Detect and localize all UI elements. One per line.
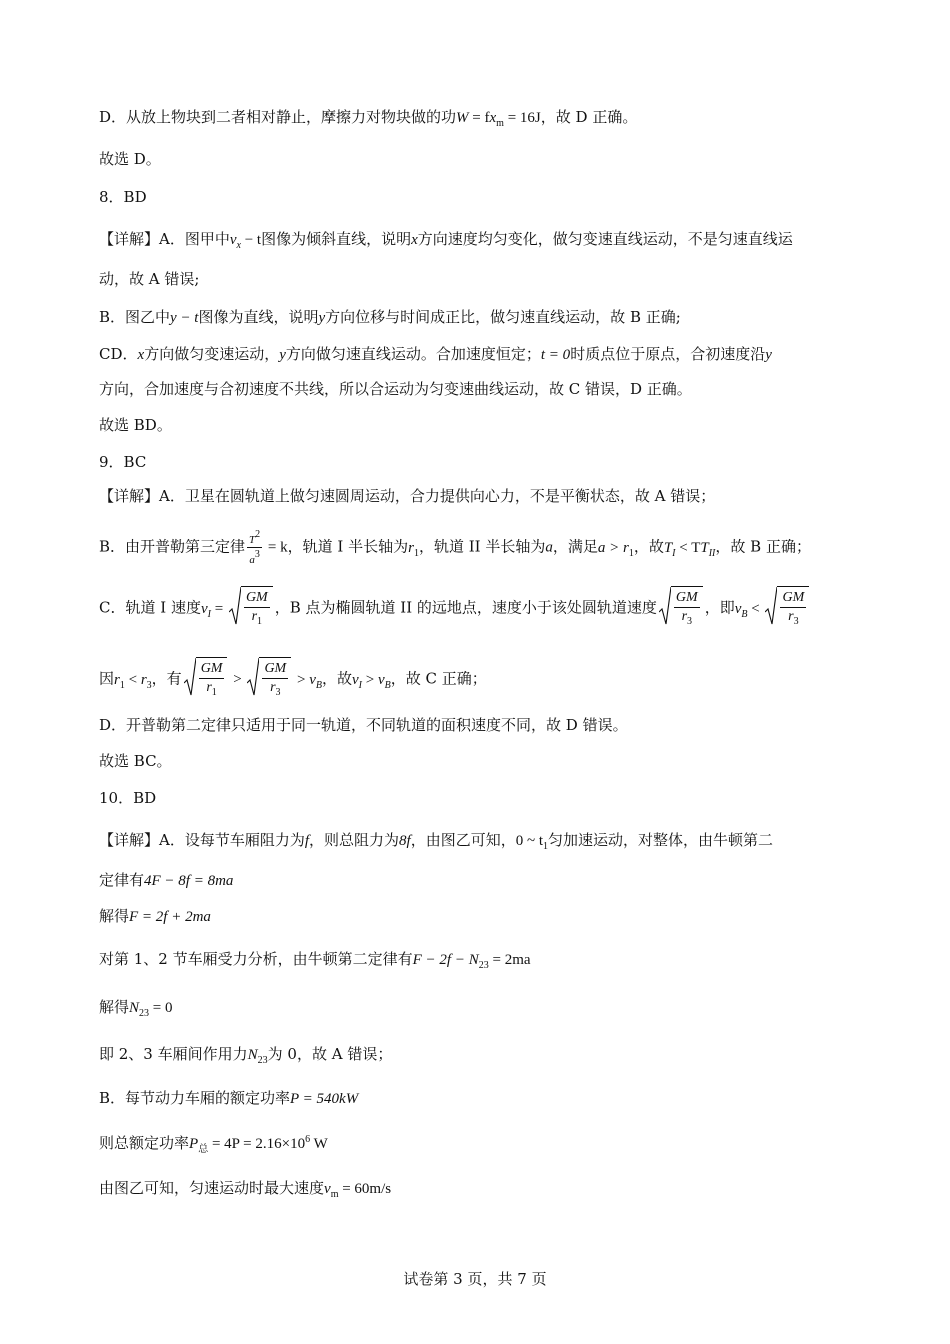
text-line: 则总额定功率$P_总 = 4P = 2.16\times 10^6$ W: [99, 1134, 328, 1155]
sqrt-gm-r1: $\frac{GM}{r_1}$: [184, 657, 228, 702]
math-equation: $v_m = 60m/s$: [324, 1181, 392, 1200]
text-line: B．由开普勒第三定律 $\frac{T2}{a3}$ = k，轨道 I 半长轴为$r_1$，轨道 II 半长轴为a，满足$a > r_1$，故$T_I < TT_{II}$，故 B 正确；: [99, 529, 811, 566]
text-line: 定律有4F − 8f = 8ma: [99, 871, 234, 889]
text-line: 故选 D。: [99, 150, 161, 168]
text: D．从放上物块到二者相对静止，摩擦力对物块做的功: [99, 108, 457, 126]
text-line: [99, 106, 854, 135]
text-line: 方向，合加速度与合初速度不共线，所以合运动为匀变速曲线运动，故 C 错误，D 正确。: [99, 380, 692, 398]
text-line: 因$r_1 < r_3$，有 $\frac{GM}{r_1}$ > $\frac{GM}{r_3}$ > $v_B$，故$v_I > v_B$，故 C 正确；: [99, 657, 854, 702]
sqrt-gm-r3: $\frac{GM}{r_3}$: [247, 657, 291, 702]
math-equation: $P_总 = 4P = 2.16\times 10^6$ W: [189, 1134, 328, 1155]
math-y-t: y − t: [170, 310, 199, 326]
sqrt-gm-r1: $\frac{GM}{r_1}$: [229, 586, 273, 631]
text: ，故 D 正确。: [540, 108, 638, 126]
text-line: D．开普勒第二定律只适用于同一轨道，不同轨道的面积速度不同，故 D 错误。: [99, 716, 628, 734]
math-equation: F = 2f + 2ma: [129, 909, 211, 925]
text-line: 解得$N_{23} = 0$: [99, 998, 173, 1019]
question-number: 10．BD: [99, 789, 157, 807]
text-line: 即 2、3 车厢间作用力$N_{23}$为 0，故 A 错误；: [99, 1045, 393, 1066]
text-line: 【详解】A．图甲中$v_x - t$图像为倾斜直线，说明x方向速度均匀变化，做匀变速直线运动，不是匀速直线运: [99, 230, 793, 251]
math-equation: 4F − 8f = 8ma: [144, 873, 234, 889]
text-line: CD．x方向做匀变速运动，y方向做匀速直线运动。合加速度恒定；t = 0时质点位于原点，合初速度沿y: [99, 345, 772, 363]
text-line: 由图乙可知，匀速运动时最大速度$v_m = 60m/s$: [99, 1179, 392, 1200]
math-t0: t = 0: [540, 347, 571, 363]
text-line: 故选 BC。: [99, 752, 172, 770]
text-line: 解得F = 2f + 2ma: [99, 907, 211, 925]
math-equation: $N_{23} = 0$: [129, 1000, 173, 1019]
text-line: 动，故 A 错误;: [99, 270, 200, 288]
text-line: 【详解】A．设每节车厢阻力为f，则总阻力为8f，由图乙可知，0 ~ $t_1$匀加速运动，对整体，由牛顿第二: [99, 831, 774, 852]
text-line: C．轨道 I 速度$v_I$ = $\frac{GM}{r_1}$ ，B 点为椭圆轨道 II 的远地点，速度小于该处圆轨道速度 $\frac{GM}{r_3}$ ，即$v_B$ < $\frac{GM}{r_3}$: [99, 586, 854, 631]
math-vx-t: $v_x - t$: [229, 232, 262, 251]
text-line: 对第 1、2 节车厢受力分析，由牛顿第二定律有$F - 2f - N_{23} = 2ma$: [99, 950, 531, 971]
math-equation: $F - 2f - N_{23} = 2ma$: [412, 952, 531, 971]
math-kepler-fraction: $\frac{T2}{a3}$: [249, 529, 261, 566]
math-work-formula: $W = fx_m = 16J$: [456, 110, 541, 129]
text-line: B．图乙中y − t图像为直线，说明y方向位移与时间成正比，做匀速直线运动，故 B 正确;: [99, 308, 681, 326]
text-line: 【详解】A．卫星在圆轨道上做匀速圆周运动，合力提供向心力，不是平衡状态，故 A 错误；: [99, 487, 716, 505]
sqrt-gm-r3: $\frac{GM}{r_3}$: [765, 586, 809, 631]
text-line: B．每节动力车厢的额定功率P = 540kW: [99, 1089, 359, 1107]
text-line: 故选 BD。: [99, 416, 172, 434]
question-number: 8．BD: [99, 188, 147, 206]
page-footer: 试卷第 3 页，共 7 页: [403, 1270, 547, 1288]
sqrt-gm-r3: $\frac{GM}{r_3}$: [659, 586, 703, 631]
math-equation: P = 540kW: [290, 1091, 359, 1107]
question-number: 9．BC: [99, 453, 147, 471]
